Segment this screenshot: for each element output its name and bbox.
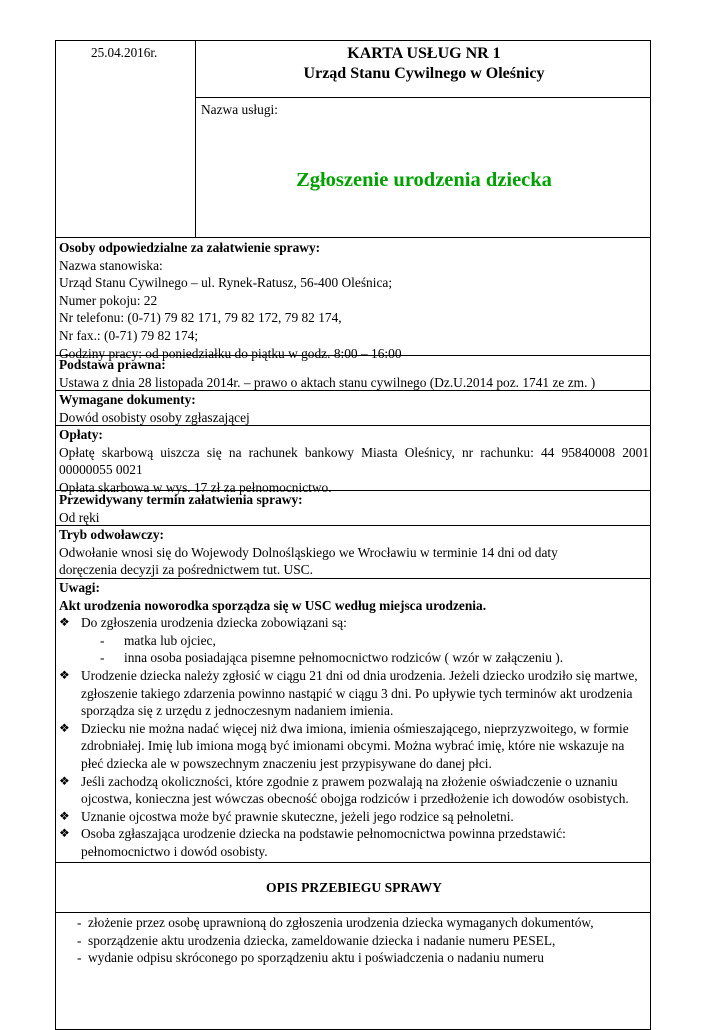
list-item [59, 808, 645, 826]
section-heading-notes: Uwagi: [59, 580, 100, 595]
header-divider-vertical [195, 40, 196, 237]
list-item [59, 720, 645, 773]
card-title-line1: KARTA USŁUG NR 1 [347, 45, 501, 62]
section-heading-legal-basis: Podstawa prawna: [59, 357, 166, 372]
section-heading-responsible: Osoby odpowiedzialne za załatwienie sprawy: [59, 240, 321, 255]
responsible-line: Nr fax.: (0-71) 79 82 174; [59, 327, 199, 343]
list-item [59, 773, 645, 808]
list-item [59, 614, 645, 667]
note-text: Dziecku nie można nadać więcej niż dwa imiona, imienia ośmieszającego, nieprzyzwoitego, w formie zdrobniałej. Imię lub imiona mogą być imionami obcymi. Można wybrać imię, które nie wskazuje na płeć dziecka ale w powszechnym znaczeniu jest przypisywane do danej płci. [81, 720, 629, 771]
section-heading-appeal: Tryb odwoławczy: [59, 527, 165, 542]
section-fees [59, 426, 649, 496]
divider-process-heading [55, 862, 651, 863]
deadline-text: Od ręki [59, 509, 100, 525]
process-step: sporządzenie aktu urodzenia dziecka, zameldowanie dziecka i nadanie numeru PESEL, [88, 932, 556, 948]
process-heading: OPIS PRZEBIEGU SPRAWY [266, 880, 442, 895]
appeal-line: doręczenia decyzji za pośrednictwem tut. USC. [59, 562, 313, 578]
fees-power-of-attorney: Opłata skarbowa w wys. 17 zł za pełnomocnictwo. [59, 479, 332, 495]
section-heading-documents: Wymagane dokumenty: [59, 392, 196, 407]
section-notes [59, 579, 645, 861]
diamond-bullet-icon: ❖ [59, 773, 70, 788]
divider-process-steps [55, 912, 651, 913]
section-legal-basis [59, 356, 649, 391]
note-text: Urodzenie dziecka należy zgłosić w ciągu 21 dni od dnia urodzenia. Jeżeli dziecko urodziło się martwe, zgłoszenie takiego zdarzenia powinno nastąpić w ciągu 3 dni. Po upływie tych terminów akt urodzenia sporządza się z urzędu z jednoczesnym nadaniem imienia. [81, 667, 638, 719]
diamond-bullet-icon: ❖ [59, 808, 70, 823]
note-text: Jeśli zachodzą okoliczności, które zgodnie z prawem pozwalają na złożenie oświadczenie o uznaniu ojcostwa, konieczna jest wówczas obecność obojga rodziców i przedłożenie ich dowodów osobistych. [81, 773, 629, 807]
dash-bullet-icon: - [100, 650, 105, 666]
appeal-line: Odwołanie wnosi się do Wojewody Dolnośląskiego we Wrocławiu w terminie 14 dni od daty [59, 544, 558, 560]
header-divider-title [195, 97, 651, 98]
note-subtext: inna osoba posiadająca pisemne pełnomocnictwo rodziców ( wzór w załączeniu ). [124, 650, 564, 666]
list-item [59, 825, 645, 860]
process-steps [59, 914, 645, 967]
note-text: Do zgłoszenia urodzenia dziecka zobowiązani są: [81, 615, 347, 631]
list-item [59, 667, 645, 720]
notes-sublist [81, 632, 645, 667]
diamond-bullet-icon: ❖ [59, 667, 70, 682]
responsible-line: Urząd Stanu Cywilnego – ul. Rynek-Ratusz, 56-400 Oleśnica; [59, 275, 393, 291]
process-step: wydanie odpisu skróconego po sporządzeniu aktu i poświadczenia o nadaniu numeru [88, 950, 544, 966]
card-title-line2: Urząd Stanu Cywilnego w Oleśnicy [303, 65, 545, 82]
service-name: Zgłoszenie urodzenia dziecka [296, 169, 552, 191]
notes-subheading: Akt urodzenia noworodka sporządza się w USC według miejsca urodzenia. [59, 597, 487, 613]
list-item [100, 649, 645, 667]
section-responsible [59, 239, 649, 362]
process-step: złożenie przez osobę uprawnioną do zgłoszenia urodzenia dziecka wymaganych dokumentów, [88, 915, 594, 930]
card-title [198, 44, 650, 84]
dash-bullet-icon: - [77, 950, 82, 966]
list-item [59, 932, 645, 950]
list-item [100, 632, 645, 650]
responsible-line: Numer pokoju: 22 [59, 292, 158, 308]
section-documents [59, 391, 649, 426]
dash-bullet-icon: - [100, 632, 105, 648]
section-deadline [59, 491, 649, 526]
divider-responsible [55, 237, 651, 238]
note-text: Uznanie ojcostwa może być prawnie skuteczne, jeżeli jego rodzice są pełnoletni. [81, 808, 514, 824]
responsible-line: Nr telefonu: (0-71) 79 82 171, 79 82 172, 79 82 174, [59, 310, 342, 326]
section-appeal [59, 526, 649, 579]
issue-date: 25.04.2016r. [91, 45, 158, 60]
dash-bullet-icon: - [77, 915, 82, 930]
diamond-bullet-icon: ❖ [59, 826, 70, 841]
fees-account-text: Opłatę skarbową uiszcza się na rachunek bankowy Miasta Oleśnicy, nr rachunku: 44 95840008 2001 00000055 0021 [59, 444, 649, 478]
list-item [59, 949, 645, 967]
note-text: Osoba zgłaszająca urodzenie dziecka na podstawie pełnomocnictwa powinna przedstawić: pełnomocnictwo i dowód osobisty. [81, 826, 566, 859]
section-heading-deadline: Przewidywany termin załatwienia sprawy: [59, 492, 303, 507]
documents-text: Dowód osobisty osoby zgłaszającej [59, 409, 250, 425]
legal-basis-text: Ustawa z dnia 28 listopada 2014r. – prawo o aktach stanu cywilnego (Dz.U.2014 poz. 1741 ze zm. ) [59, 374, 596, 390]
list-item [59, 914, 645, 932]
notes-list [59, 614, 645, 860]
diamond-bullet-icon: ❖ [59, 615, 70, 630]
dash-bullet-icon: - [77, 932, 82, 948]
responsible-line: Godziny pracy: od poniedziałku do piątku w godz. 8:00 – 16:00 [59, 345, 402, 361]
section-heading-fees: Opłaty: [59, 427, 103, 442]
diamond-bullet-icon: ❖ [59, 720, 70, 735]
service-label: Nazwa usługi: [201, 102, 278, 117]
note-subtext: matka lub ojciec, [124, 632, 216, 648]
responsible-line: Nazwa stanowiska: [59, 257, 163, 273]
